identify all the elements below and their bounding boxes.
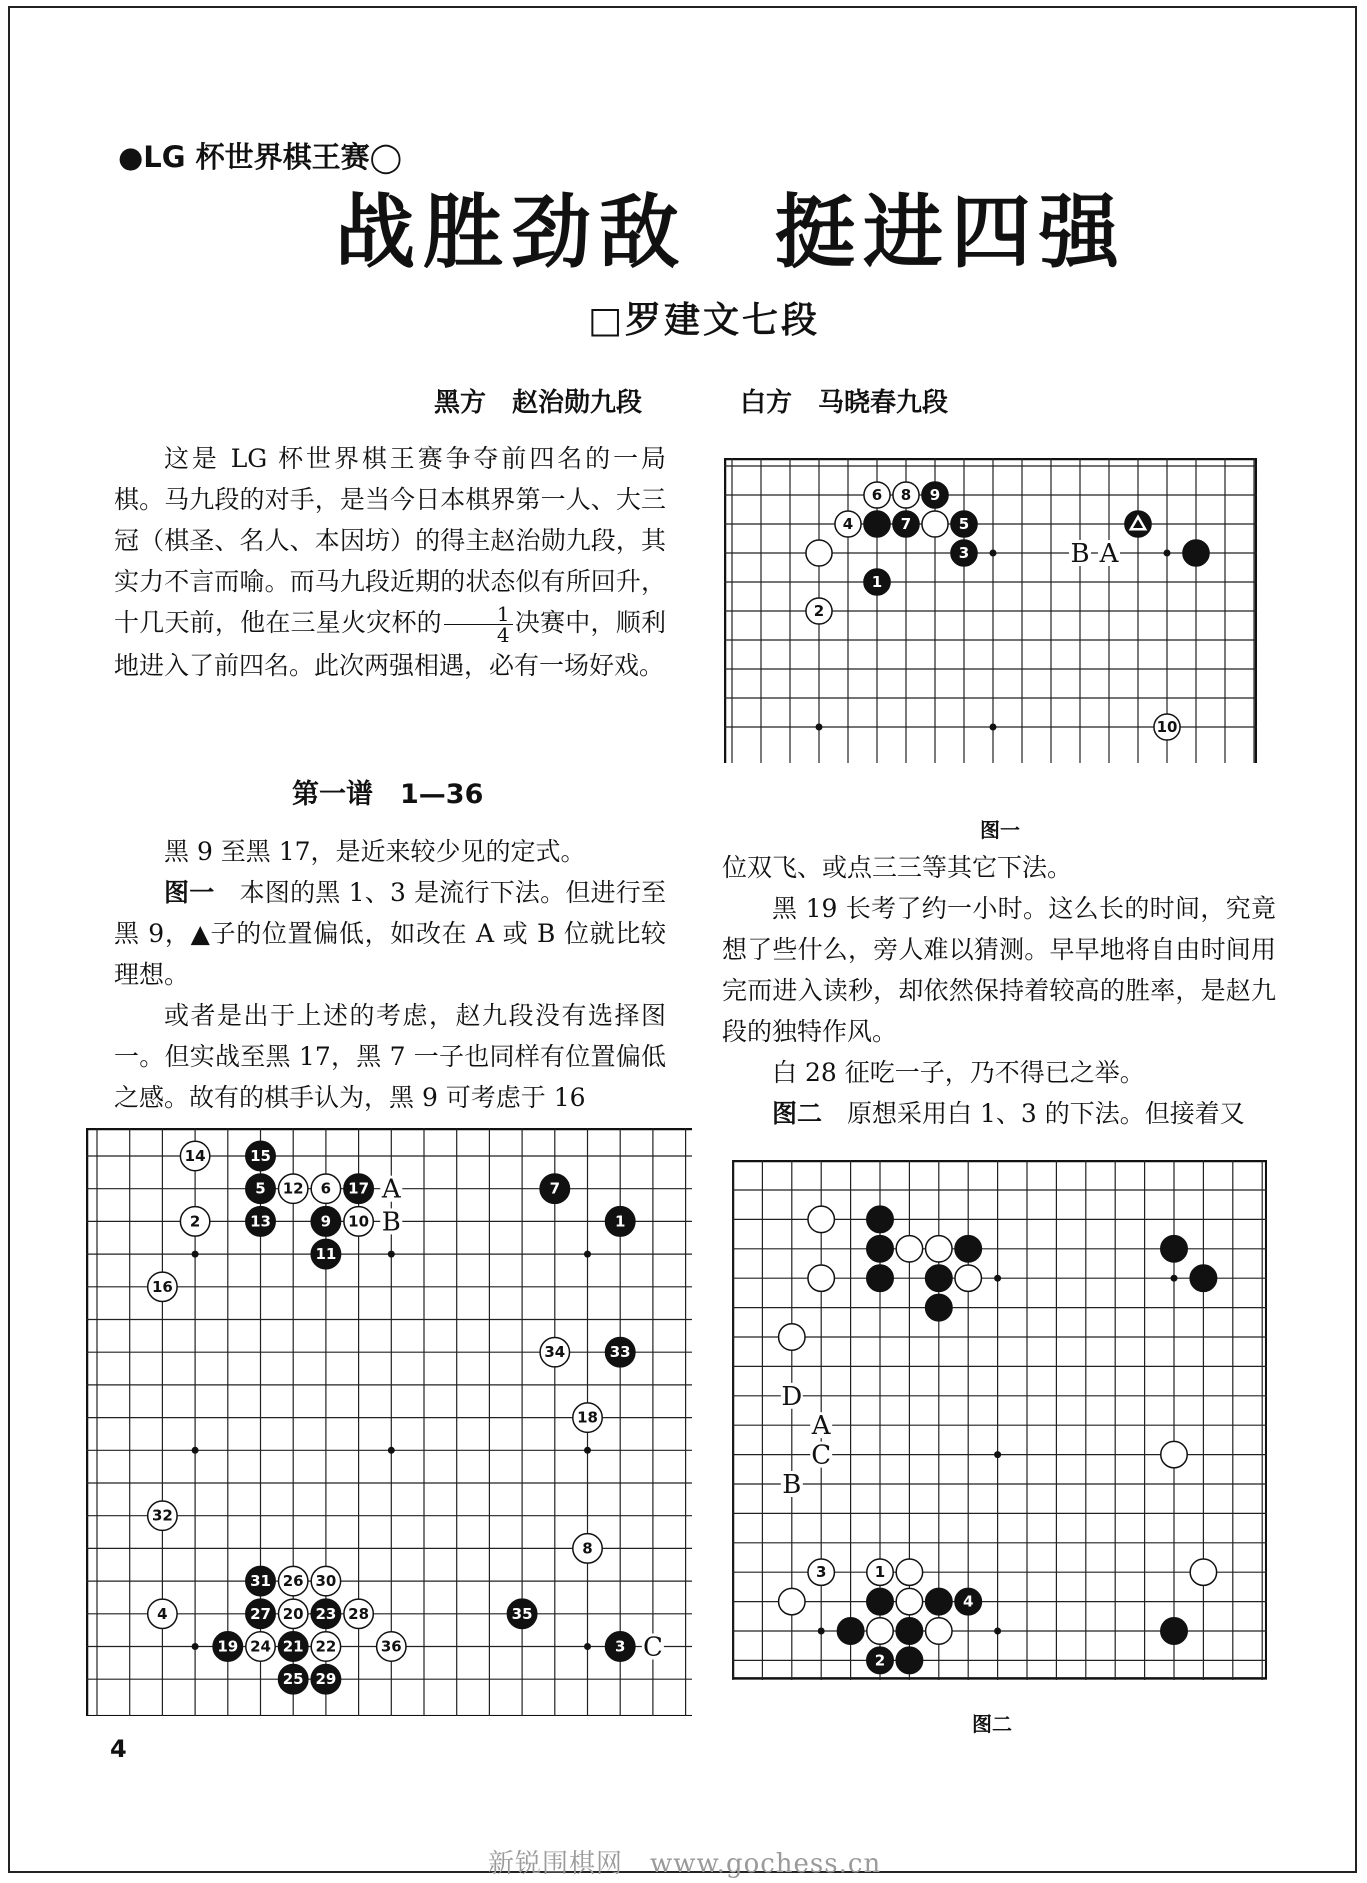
continued-paragraph: 位双飞、或点三三等其它下法。 bbox=[722, 853, 1073, 882]
black-stone bbox=[926, 1588, 952, 1614]
black-player: 黑方 赵治勋九段 bbox=[434, 388, 643, 418]
fig2-paragraph bbox=[722, 1093, 1276, 1134]
fig2-caption: 图二 bbox=[972, 1712, 1012, 1736]
board-letter-label: A bbox=[1099, 539, 1119, 569]
board-letter-label: A bbox=[381, 1174, 401, 1205]
stone-move-number: 6 bbox=[320, 1179, 332, 1198]
white28-paragraph: 白 28 征吃一子，乃不得已之举。 bbox=[772, 1058, 1145, 1087]
star-point bbox=[818, 1628, 825, 1635]
stone-move-number: 16 bbox=[151, 1277, 173, 1296]
stone-move-number: 14 bbox=[184, 1147, 206, 1165]
board-letter-label: D bbox=[781, 1381, 803, 1412]
stone-move-number: 13 bbox=[250, 1212, 271, 1231]
white-stone bbox=[922, 511, 948, 537]
black-stone bbox=[896, 1618, 922, 1644]
stone-move-number: 17 bbox=[348, 1179, 370, 1198]
white-stone bbox=[896, 1559, 922, 1585]
black-stone bbox=[926, 1265, 952, 1291]
black-stone bbox=[1183, 540, 1209, 566]
board-letter-label: B bbox=[381, 1207, 401, 1238]
section-title: 第一谱 1—36 bbox=[292, 779, 484, 810]
white-stone bbox=[926, 1618, 952, 1644]
white-stone bbox=[1161, 1441, 1187, 1467]
star-point bbox=[388, 1251, 395, 1258]
go-board-fig2 bbox=[732, 1160, 1267, 1680]
stone-move-number: 33 bbox=[609, 1343, 631, 1362]
consider-paragraph: 或者是出于上述的考虑，赵九段没有选择图一。但实战至黑 17，黑 7 一子也同样有位置偏低之感。故有的棋手认为，黑 9 可考虑于 16 bbox=[114, 1001, 666, 1112]
stone-move-number: 19 bbox=[217, 1637, 239, 1656]
stone-move-number: 1 bbox=[874, 1563, 886, 1582]
stone-move-number: 4 bbox=[962, 1592, 974, 1611]
stone-move-number: 4 bbox=[157, 1604, 168, 1623]
fraction-denominator: 4 bbox=[496, 623, 510, 647]
footer-watermark: 新锐围棋网 www.gochess.cn bbox=[488, 1849, 882, 1879]
author-line: □罗建文七段 bbox=[588, 299, 821, 341]
black-stone bbox=[837, 1618, 863, 1644]
stone-move-number: 25 bbox=[282, 1670, 304, 1689]
stone-move-number: 22 bbox=[315, 1637, 337, 1656]
intro-text-b: 决赛中，顺利地进入了前四名。此次两强相遇，必有一场好戏。 bbox=[114, 608, 666, 680]
joseki-paragraph: 黑 9 至黑 17，是近来较少见的定式。 bbox=[164, 837, 586, 866]
stone-move-number: 3 bbox=[614, 1637, 626, 1656]
star-point bbox=[584, 1643, 591, 1650]
black-stone bbox=[1161, 1236, 1187, 1262]
fig1-text-rest: 子的位置偏低，如改在 A 或 B 位就比较理想。 bbox=[114, 919, 667, 989]
board-letter-label: C bbox=[642, 1632, 663, 1663]
stone-move-number: 6 bbox=[871, 486, 883, 504]
stone-move-number: 5 bbox=[255, 1179, 266, 1198]
star-point bbox=[990, 724, 997, 731]
star-point bbox=[584, 1447, 591, 1454]
stone-move-number: 12 bbox=[282, 1179, 304, 1198]
page-number: 4 bbox=[110, 1735, 127, 1763]
stone-move-number: 10 bbox=[348, 1212, 370, 1231]
star-point bbox=[994, 1451, 1001, 1458]
go-board-fig1 bbox=[724, 458, 1257, 763]
white-stone bbox=[896, 1236, 922, 1262]
star-point bbox=[990, 550, 997, 557]
board-letter-label: B bbox=[1070, 539, 1090, 569]
stone-move-number: 30 bbox=[315, 1572, 337, 1591]
white-stone bbox=[896, 1588, 922, 1614]
stone-move-number: 3 bbox=[958, 544, 970, 562]
fig1-text: 本图的黑 1、3 是流行下法。但进行至黑 9， bbox=[114, 878, 666, 948]
black-stone bbox=[867, 1206, 893, 1232]
white-stone bbox=[806, 540, 832, 566]
white-stone bbox=[926, 1236, 952, 1262]
white-stone bbox=[808, 1206, 834, 1232]
star-point bbox=[192, 1643, 199, 1650]
stone-move-number: 1 bbox=[614, 1212, 626, 1231]
triangle-stone-mark: ▲ bbox=[190, 919, 211, 948]
stone-move-number: 4 bbox=[842, 515, 854, 533]
stone-move-number: 8 bbox=[900, 486, 912, 504]
black19-paragraph: 黑 19 长考了约一小时。这么长的时间，究竟想了些什么，旁人难以猜测。早早地将自由时间用完而进入读秒，却依然保持着较高的胜率，是赵九段的独特作风。 bbox=[722, 894, 1276, 1046]
stone-move-number: 24 bbox=[250, 1637, 271, 1656]
intro-paragraph bbox=[114, 438, 666, 686]
fig1-paragraph bbox=[114, 872, 666, 995]
black-stone bbox=[867, 1236, 893, 1262]
stone-move-number: 3 bbox=[815, 1563, 827, 1582]
black-stone bbox=[1190, 1265, 1216, 1291]
white-stone bbox=[779, 1588, 805, 1614]
stone-move-number: 36 bbox=[380, 1637, 402, 1656]
stone-move-number: 1 bbox=[871, 573, 883, 591]
stone-move-number: 11 bbox=[315, 1245, 337, 1264]
stone-move-number: 5 bbox=[958, 515, 970, 533]
black-stone bbox=[867, 1588, 893, 1614]
stone-move-number: 35 bbox=[511, 1604, 533, 1623]
star-point bbox=[584, 1251, 591, 1258]
star-point bbox=[1171, 1275, 1178, 1282]
black-stone bbox=[867, 1265, 893, 1291]
stone-move-number: 21 bbox=[282, 1637, 304, 1656]
series-line: ●LG 杯世界棋王赛◯ bbox=[118, 140, 403, 174]
black-stone bbox=[926, 1294, 952, 1320]
stone-move-number: 2 bbox=[813, 602, 825, 620]
star-point bbox=[816, 724, 823, 731]
stone-move-number: 7 bbox=[549, 1179, 561, 1198]
stone-move-number: 18 bbox=[577, 1408, 598, 1427]
board-letter-label: B bbox=[782, 1470, 802, 1500]
stone-move-number: 20 bbox=[282, 1604, 304, 1623]
fig2-text: 原想采用白 1、3 的下法。但接着又 bbox=[822, 1099, 1245, 1128]
star-point bbox=[192, 1251, 199, 1258]
fig1-lead: 图一 bbox=[164, 878, 215, 907]
fraction-quarter bbox=[444, 604, 513, 645]
fig2-lead: 图二 bbox=[772, 1099, 823, 1128]
black-stone bbox=[864, 511, 890, 537]
white-stone bbox=[955, 1265, 981, 1291]
stone-move-number: 31 bbox=[250, 1572, 271, 1591]
stone-move-number: 34 bbox=[544, 1343, 566, 1362]
white-stone bbox=[779, 1324, 805, 1350]
star-point bbox=[192, 1447, 199, 1454]
intro-text-a: 这是 LG 杯世界棋王赛争夺前四名的一局棋。马九段的对手，是当今日本棋界第一人、大三冠（棋圣、名人、本因坊）的得主赵治勋九段，其实力不言而喻。而马九段近期的状态似有所回升，十几天前，他在三星火灾杯的 bbox=[114, 444, 666, 637]
stone-move-number: 2 bbox=[874, 1651, 886, 1670]
stone-move-number: 23 bbox=[315, 1604, 337, 1623]
white-stone bbox=[808, 1265, 834, 1291]
stone-move-number: 2 bbox=[189, 1212, 201, 1231]
black-stone bbox=[1161, 1618, 1187, 1644]
stone-move-number: 29 bbox=[315, 1670, 337, 1689]
stone-move-number: 26 bbox=[282, 1572, 304, 1591]
white-stone bbox=[867, 1618, 893, 1644]
white-player: 白方 马晓春九段 bbox=[740, 388, 949, 418]
go-board-main bbox=[86, 1128, 692, 1716]
stone-move-number: 8 bbox=[582, 1539, 593, 1558]
white-stone bbox=[1190, 1559, 1216, 1585]
stone-move-number: 9 bbox=[929, 486, 941, 504]
star-point bbox=[994, 1628, 1001, 1635]
article-title: 战胜劲敌 挺进四强 bbox=[335, 186, 1127, 279]
stone-move-number: 27 bbox=[250, 1604, 271, 1623]
star-point bbox=[388, 1447, 395, 1454]
fraction-numerator: 1 bbox=[444, 604, 513, 625]
stone-move-number: 7 bbox=[900, 515, 912, 533]
stone-move-number: 9 bbox=[320, 1212, 332, 1231]
stone-move-number: 10 bbox=[1156, 718, 1178, 736]
black-stone bbox=[896, 1647, 922, 1673]
stone-move-number: 32 bbox=[151, 1506, 173, 1525]
board-letter-label: A bbox=[811, 1411, 831, 1442]
stone-move-number: 15 bbox=[250, 1147, 271, 1165]
star-point bbox=[1164, 550, 1171, 557]
black-stone bbox=[955, 1236, 981, 1262]
star-point bbox=[994, 1275, 1001, 1282]
board-letter-label: C bbox=[811, 1440, 832, 1471]
stone-move-number: 28 bbox=[348, 1604, 370, 1623]
fig1-caption: 图一 bbox=[980, 818, 1020, 842]
